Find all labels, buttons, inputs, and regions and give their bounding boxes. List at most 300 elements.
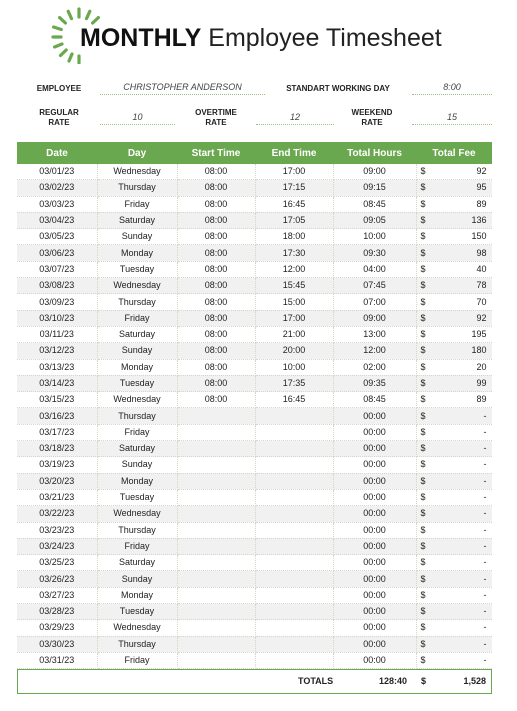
- fee-amount: -: [483, 589, 487, 600]
- end-time-cell[interactable]: [255, 636, 333, 652]
- fee-amount: 95: [476, 182, 487, 193]
- start-time-cell[interactable]: 08:00: [177, 196, 255, 212]
- fee-amount: -: [483, 524, 487, 535]
- end-time-cell[interactable]: [255, 457, 333, 473]
- total-hours-cell[interactable]: 09:00: [333, 164, 416, 180]
- day-cell[interactable]: Tuesday: [97, 375, 177, 391]
- total-fee-cell: [416, 278, 492, 294]
- table-row: [17, 441, 492, 457]
- start-time-cell[interactable]: 08:00: [177, 359, 255, 375]
- start-time-cell[interactable]: [177, 489, 255, 505]
- currency-symbol: $: [420, 426, 426, 437]
- end-time-cell[interactable]: 16:45: [255, 392, 333, 408]
- start-time-cell[interactable]: [177, 424, 255, 440]
- totals-currency: $: [421, 676, 427, 686]
- start-time-cell[interactable]: [177, 441, 255, 457]
- total-hours-cell[interactable]: 00:00: [333, 587, 416, 603]
- currency-symbol: $: [420, 638, 426, 649]
- currency-symbol: $: [420, 557, 426, 568]
- date-cell[interactable]: 03/16/23: [17, 408, 97, 424]
- end-time-cell[interactable]: 17:00: [255, 164, 333, 180]
- day-cell[interactable]: Monday: [97, 587, 177, 603]
- end-time-cell[interactable]: [255, 522, 333, 538]
- start-time-cell[interactable]: [177, 538, 255, 554]
- table-row: [17, 604, 492, 620]
- table-row: [17, 457, 492, 473]
- col-header-end-time: End Time: [255, 142, 333, 164]
- end-time-cell[interactable]: [255, 506, 333, 522]
- day-cell[interactable]: Thursday: [97, 522, 177, 538]
- currency-symbol: $: [420, 410, 426, 421]
- date-cell[interactable]: 03/26/23: [17, 571, 97, 587]
- end-time-cell[interactable]: [255, 424, 333, 440]
- end-time-cell[interactable]: 17:00: [255, 310, 333, 326]
- total-fee-cell: [416, 343, 492, 359]
- table-row: [17, 424, 492, 440]
- day-cell[interactable]: Sunday: [97, 571, 177, 587]
- total-hours-cell[interactable]: 00:00: [333, 424, 416, 440]
- total-fee-cell: [416, 604, 492, 620]
- start-time-cell[interactable]: [177, 506, 255, 522]
- start-time-cell[interactable]: 08:00: [177, 229, 255, 245]
- day-cell[interactable]: Wednesday: [97, 278, 177, 294]
- currency-symbol: $: [420, 443, 426, 454]
- total-hours-cell[interactable]: 00:00: [333, 538, 416, 554]
- total-hours-cell[interactable]: 08:45: [333, 392, 416, 408]
- fee-amount: 180: [471, 345, 487, 356]
- regular-rate-label-line2: RATE: [48, 118, 70, 127]
- end-time-cell[interactable]: 17:05: [255, 212, 333, 228]
- total-fee-cell: [416, 652, 492, 668]
- col-header-total-hours: Total Hours: [333, 142, 416, 164]
- date-cell[interactable]: 03/07/23: [17, 261, 97, 277]
- total-fee-cell: [416, 164, 492, 180]
- end-time-cell[interactable]: [255, 489, 333, 505]
- total-hours-cell[interactable]: 12:00: [333, 343, 416, 359]
- total-hours-cell[interactable]: 00:00: [333, 473, 416, 489]
- end-time-cell[interactable]: 21:00: [255, 326, 333, 342]
- date-cell[interactable]: 03/27/23: [17, 587, 97, 603]
- end-time-cell[interactable]: [255, 473, 333, 489]
- day-cell[interactable]: Monday: [97, 473, 177, 489]
- day-cell[interactable]: Thursday: [97, 408, 177, 424]
- currency-symbol: $: [420, 215, 426, 226]
- fee-amount: 150: [471, 231, 487, 242]
- overtime-rate-field[interactable]: 12: [256, 110, 334, 125]
- start-time-cell[interactable]: 08:00: [177, 294, 255, 310]
- table-row: [17, 489, 492, 505]
- end-time-cell[interactable]: [255, 538, 333, 554]
- day-cell[interactable]: Wednesday: [97, 620, 177, 636]
- currency-symbol: $: [420, 361, 426, 372]
- start-time-cell[interactable]: [177, 652, 255, 668]
- title-rest: Employee Timesheet: [208, 24, 442, 52]
- start-time-cell[interactable]: 08:00: [177, 245, 255, 261]
- start-time-cell[interactable]: [177, 571, 255, 587]
- timesheet-rows: [17, 164, 492, 669]
- end-time-cell[interactable]: [255, 620, 333, 636]
- total-fee-cell: [416, 538, 492, 554]
- total-fee-cell: [416, 180, 492, 196]
- total-hours-cell[interactable]: 02:00: [333, 359, 416, 375]
- date-cell[interactable]: 03/22/23: [17, 506, 97, 522]
- employee-label: EMPLOYEE: [36, 84, 82, 93]
- fee-amount: -: [483, 557, 487, 568]
- date-cell[interactable]: 03/14/23: [17, 375, 97, 391]
- day-cell[interactable]: Saturday: [97, 212, 177, 228]
- start-time-cell[interactable]: [177, 604, 255, 620]
- table-row: [17, 392, 492, 408]
- total-hours-cell[interactable]: 09:05: [333, 212, 416, 228]
- day-cell[interactable]: Sunday: [97, 343, 177, 359]
- day-cell[interactable]: Friday: [97, 310, 177, 326]
- fee-amount: 98: [476, 247, 487, 258]
- date-cell[interactable]: 03/15/23: [17, 392, 97, 408]
- date-cell[interactable]: 03/05/23: [17, 229, 97, 245]
- fee-amount: -: [483, 606, 487, 617]
- table-row: [17, 538, 492, 554]
- weekend-rate-label-line1: WEEKEND: [351, 108, 393, 117]
- currency-symbol: $: [420, 312, 426, 323]
- date-cell[interactable]: 03/09/23: [17, 294, 97, 310]
- table-row: [17, 343, 492, 359]
- weekend-rate-field[interactable]: 15: [412, 110, 492, 125]
- total-fee-cell: [416, 522, 492, 538]
- currency-symbol: $: [420, 378, 426, 388]
- currency-symbol: $: [420, 524, 426, 535]
- employee-field[interactable]: CHRISTOPHER ANDERSON: [100, 80, 265, 95]
- end-time-cell[interactable]: 16:45: [255, 196, 333, 212]
- start-time-cell[interactable]: 08:00: [177, 343, 255, 359]
- date-cell[interactable]: 03/06/23: [17, 245, 97, 261]
- table-row: [17, 229, 492, 245]
- currency-symbol: $: [420, 622, 426, 633]
- total-hours-cell[interactable]: 00:00: [333, 604, 416, 620]
- table-row: [17, 326, 492, 342]
- fee-amount: -: [483, 508, 487, 519]
- day-cell[interactable]: Friday: [97, 424, 177, 440]
- regular-rate-label-line1: REGULAR: [39, 108, 79, 117]
- fee-amount: 136: [471, 215, 487, 226]
- start-time-cell[interactable]: [177, 522, 255, 538]
- col-header-total-fee: Total Fee: [416, 142, 492, 164]
- total-fee-cell: [416, 587, 492, 603]
- overtime-rate-label-line1: OVERTIME: [195, 108, 237, 117]
- fee-amount: 195: [471, 329, 487, 340]
- table-row: [17, 555, 492, 571]
- start-time-cell[interactable]: 08:00: [177, 261, 255, 277]
- start-time-cell[interactable]: [177, 473, 255, 489]
- date-cell[interactable]: 03/11/23: [17, 326, 97, 342]
- date-cell[interactable]: 03/20/23: [17, 473, 97, 489]
- start-time-cell[interactable]: 08:00: [177, 375, 255, 391]
- currency-symbol: $: [420, 182, 426, 193]
- start-time-cell[interactable]: 08:00: [177, 326, 255, 342]
- day-cell[interactable]: Tuesday: [97, 489, 177, 505]
- currency-symbol: $: [420, 589, 426, 600]
- table-row: [17, 212, 492, 228]
- currency-symbol: $: [420, 247, 426, 258]
- fee-amount: 70: [476, 296, 487, 307]
- currency-symbol: $: [420, 263, 426, 274]
- end-time-cell[interactable]: 15:45: [255, 278, 333, 294]
- total-hours-cell[interactable]: 09:35: [333, 375, 416, 391]
- fee-amount: 99: [476, 378, 487, 388]
- total-fee-cell: [416, 359, 492, 375]
- table-row: [17, 473, 492, 489]
- total-hours-cell[interactable]: 07:00: [333, 294, 416, 310]
- col-header-date: Date: [17, 142, 97, 164]
- total-hours-cell[interactable]: 00:00: [333, 636, 416, 652]
- table-header-row: [17, 142, 492, 164]
- date-cell[interactable]: 03/02/23: [17, 180, 97, 196]
- start-time-cell[interactable]: [177, 587, 255, 603]
- day-cell[interactable]: Thursday: [97, 294, 177, 310]
- start-time-cell[interactable]: [177, 408, 255, 424]
- totals-row: [17, 669, 492, 694]
- table-row: [17, 587, 492, 603]
- date-cell[interactable]: 03/13/23: [17, 359, 97, 375]
- total-fee-cell: [416, 506, 492, 522]
- fee-amount: 89: [476, 198, 487, 209]
- end-time-cell[interactable]: 17:15: [255, 180, 333, 196]
- table-row: [17, 278, 492, 294]
- start-time-cell[interactable]: 08:00: [177, 278, 255, 294]
- total-fee-cell: [416, 326, 492, 342]
- total-hours-cell[interactable]: 00:00: [333, 652, 416, 668]
- date-cell[interactable]: 03/03/23: [17, 196, 97, 212]
- currency-symbol: $: [420, 345, 426, 356]
- total-hours-cell[interactable]: 00:00: [333, 506, 416, 522]
- regular-rate-field[interactable]: 10: [100, 110, 175, 125]
- end-time-cell[interactable]: 15:00: [255, 294, 333, 310]
- day-cell[interactable]: Wednesday: [97, 164, 177, 180]
- total-fee-cell: [416, 392, 492, 408]
- table-row: [17, 408, 492, 424]
- table-row: [17, 506, 492, 522]
- totals-hours: 128:40: [378, 676, 408, 686]
- table-row: [17, 245, 492, 261]
- day-cell[interactable]: Friday: [97, 196, 177, 212]
- total-hours-cell[interactable]: 10:00: [333, 229, 416, 245]
- fee-amount: -: [483, 459, 487, 470]
- total-hours-cell[interactable]: 00:00: [333, 620, 416, 636]
- standard-day-field[interactable]: 8:00: [412, 80, 492, 95]
- currency-symbol: $: [420, 655, 426, 666]
- total-hours-cell[interactable]: 09:30: [333, 245, 416, 261]
- currency-symbol: $: [420, 394, 426, 405]
- end-time-cell[interactable]: 20:00: [255, 343, 333, 359]
- day-cell[interactable]: Monday: [97, 359, 177, 375]
- day-cell[interactable]: Tuesday: [97, 604, 177, 620]
- fee-amount: -: [483, 443, 487, 454]
- currency-symbol: $: [420, 329, 426, 340]
- currency-symbol: $: [420, 280, 426, 291]
- date-cell[interactable]: 03/04/23: [17, 212, 97, 228]
- total-hours-cell[interactable]: 00:00: [333, 555, 416, 571]
- currency-symbol: $: [420, 231, 426, 242]
- end-time-cell[interactable]: 18:00: [255, 229, 333, 245]
- end-time-cell[interactable]: [255, 555, 333, 571]
- currency-symbol: $: [420, 475, 426, 486]
- day-cell[interactable]: Thursday: [97, 180, 177, 196]
- total-fee-cell: [416, 473, 492, 489]
- currency-symbol: $: [420, 606, 426, 617]
- date-cell[interactable]: 03/25/23: [17, 555, 97, 571]
- currency-symbol: $: [420, 166, 426, 177]
- total-hours-cell[interactable]: 00:00: [333, 571, 416, 587]
- end-time-cell[interactable]: [255, 571, 333, 587]
- total-fee-cell: [416, 424, 492, 440]
- table-row: [17, 636, 492, 652]
- date-cell[interactable]: 03/19/23: [17, 457, 97, 473]
- table-row: [17, 571, 492, 587]
- end-time-cell[interactable]: 17:30: [255, 245, 333, 261]
- date-cell[interactable]: 03/01/23: [17, 164, 97, 180]
- table-row: [17, 310, 492, 326]
- day-cell[interactable]: Wednesday: [97, 506, 177, 522]
- total-fee-cell: [416, 212, 492, 228]
- end-time-cell[interactable]: [255, 441, 333, 457]
- fee-amount: 40: [476, 263, 487, 274]
- date-cell[interactable]: 03/21/23: [17, 489, 97, 505]
- fee-amount: 89: [476, 394, 487, 405]
- fee-amount: 20: [476, 361, 487, 372]
- end-time-cell[interactable]: 10:00: [255, 359, 333, 375]
- day-cell[interactable]: Thursday: [97, 636, 177, 652]
- table-row: [17, 180, 492, 196]
- overtime-rate-label-line2: RATE: [205, 118, 227, 127]
- start-time-cell[interactable]: 08:00: [177, 212, 255, 228]
- date-cell[interactable]: 03/12/23: [17, 343, 97, 359]
- day-cell[interactable]: Friday: [97, 538, 177, 554]
- fee-amount: 92: [476, 312, 487, 323]
- day-cell[interactable]: Sunday: [97, 229, 177, 245]
- weekend-rate-label: [336, 108, 408, 128]
- start-time-cell[interactable]: [177, 620, 255, 636]
- fee-amount: -: [483, 426, 487, 437]
- table-row: [17, 196, 492, 212]
- start-time-cell[interactable]: [177, 457, 255, 473]
- total-hours-cell[interactable]: 09:00: [333, 310, 416, 326]
- start-time-cell[interactable]: 08:00: [177, 310, 255, 326]
- currency-symbol: $: [420, 540, 426, 551]
- total-hours-cell[interactable]: 00:00: [333, 441, 416, 457]
- end-time-cell[interactable]: 12:00: [255, 261, 333, 277]
- end-time-cell[interactable]: [255, 604, 333, 620]
- table-row: [17, 359, 492, 375]
- date-cell[interactable]: 03/24/23: [17, 538, 97, 554]
- end-time-cell[interactable]: [255, 587, 333, 603]
- day-cell[interactable]: Monday: [97, 245, 177, 261]
- table-row: [17, 620, 492, 636]
- date-cell[interactable]: 03/30/23: [17, 636, 97, 652]
- day-cell[interactable]: Sunday: [97, 457, 177, 473]
- total-hours-cell[interactable]: 00:00: [333, 522, 416, 538]
- currency-symbol: $: [420, 296, 426, 307]
- table-row: [17, 652, 492, 668]
- date-cell[interactable]: 03/08/23: [17, 278, 97, 294]
- totals-label: TOTALS: [298, 676, 334, 686]
- start-time-cell[interactable]: [177, 636, 255, 652]
- fee-amount: -: [483, 492, 487, 503]
- total-fee-cell: [416, 196, 492, 212]
- total-fee-cell: [416, 441, 492, 457]
- date-cell[interactable]: 03/29/23: [17, 620, 97, 636]
- day-cell[interactable]: Saturday: [97, 441, 177, 457]
- total-fee-cell: [416, 408, 492, 424]
- end-time-cell[interactable]: [255, 408, 333, 424]
- total-fee-cell: [416, 310, 492, 326]
- start-time-cell[interactable]: [177, 555, 255, 571]
- table-row: [17, 294, 492, 310]
- timesheet-table: [17, 142, 492, 669]
- currency-symbol: $: [420, 492, 426, 503]
- day-cell[interactable]: Friday: [97, 652, 177, 668]
- end-time-cell[interactable]: [255, 652, 333, 668]
- date-cell[interactable]: 03/23/23: [17, 522, 97, 538]
- regular-rate-label: [24, 108, 94, 128]
- weekend-rate-label-line2: RATE: [361, 118, 383, 127]
- overtime-rate-label: [180, 108, 252, 128]
- day-cell[interactable]: Tuesday: [97, 261, 177, 277]
- start-time-cell[interactable]: 08:00: [177, 164, 255, 180]
- fee-amount: -: [483, 410, 487, 421]
- total-fee-cell: [416, 620, 492, 636]
- date-cell[interactable]: 03/31/23: [17, 652, 97, 668]
- total-hours-cell[interactable]: 00:00: [333, 457, 416, 473]
- date-cell[interactable]: 03/18/23: [17, 441, 97, 457]
- total-fee-cell: [416, 229, 492, 245]
- end-time-cell[interactable]: 17:35: [255, 375, 333, 391]
- total-fee-cell: [416, 245, 492, 261]
- total-hours-cell[interactable]: 07:45: [333, 278, 416, 294]
- start-time-cell[interactable]: 08:00: [177, 180, 255, 196]
- standard-day-label: STANDART WORKING DAY: [286, 84, 390, 93]
- total-fee-cell: [416, 375, 492, 391]
- total-hours-cell[interactable]: 00:00: [333, 489, 416, 505]
- title-bold: MONTHLY: [80, 24, 202, 52]
- day-cell[interactable]: Saturday: [97, 326, 177, 342]
- table-row: [17, 375, 492, 391]
- header: [0, 0, 517, 70]
- date-cell[interactable]: 03/10/23: [17, 310, 97, 326]
- fee-amount: 92: [476, 166, 487, 177]
- start-time-cell[interactable]: 08:00: [177, 392, 255, 408]
- currency-symbol: $: [420, 459, 426, 470]
- total-hours-cell[interactable]: 08:45: [333, 196, 416, 212]
- date-cell[interactable]: 03/17/23: [17, 424, 97, 440]
- day-cell[interactable]: Wednesday: [97, 392, 177, 408]
- total-fee-cell: [416, 636, 492, 652]
- col-header-day: Day: [97, 142, 177, 164]
- total-hours-cell[interactable]: 04:00: [333, 261, 416, 277]
- currency-symbol: $: [420, 573, 426, 584]
- fee-amount: -: [483, 638, 487, 649]
- fee-amount: -: [483, 655, 487, 666]
- total-hours-cell[interactable]: 09:15: [333, 180, 416, 196]
- total-hours-cell[interactable]: 00:00: [333, 408, 416, 424]
- fee-amount: -: [483, 475, 487, 486]
- date-cell[interactable]: 03/28/23: [17, 604, 97, 620]
- col-header-start-time: Start Time: [177, 142, 255, 164]
- day-cell[interactable]: Saturday: [97, 555, 177, 571]
- currency-symbol: $: [420, 198, 426, 209]
- page-title: [80, 22, 442, 54]
- currency-symbol: $: [420, 508, 426, 519]
- total-hours-cell[interactable]: 13:00: [333, 326, 416, 342]
- fee-amount: -: [483, 622, 487, 633]
